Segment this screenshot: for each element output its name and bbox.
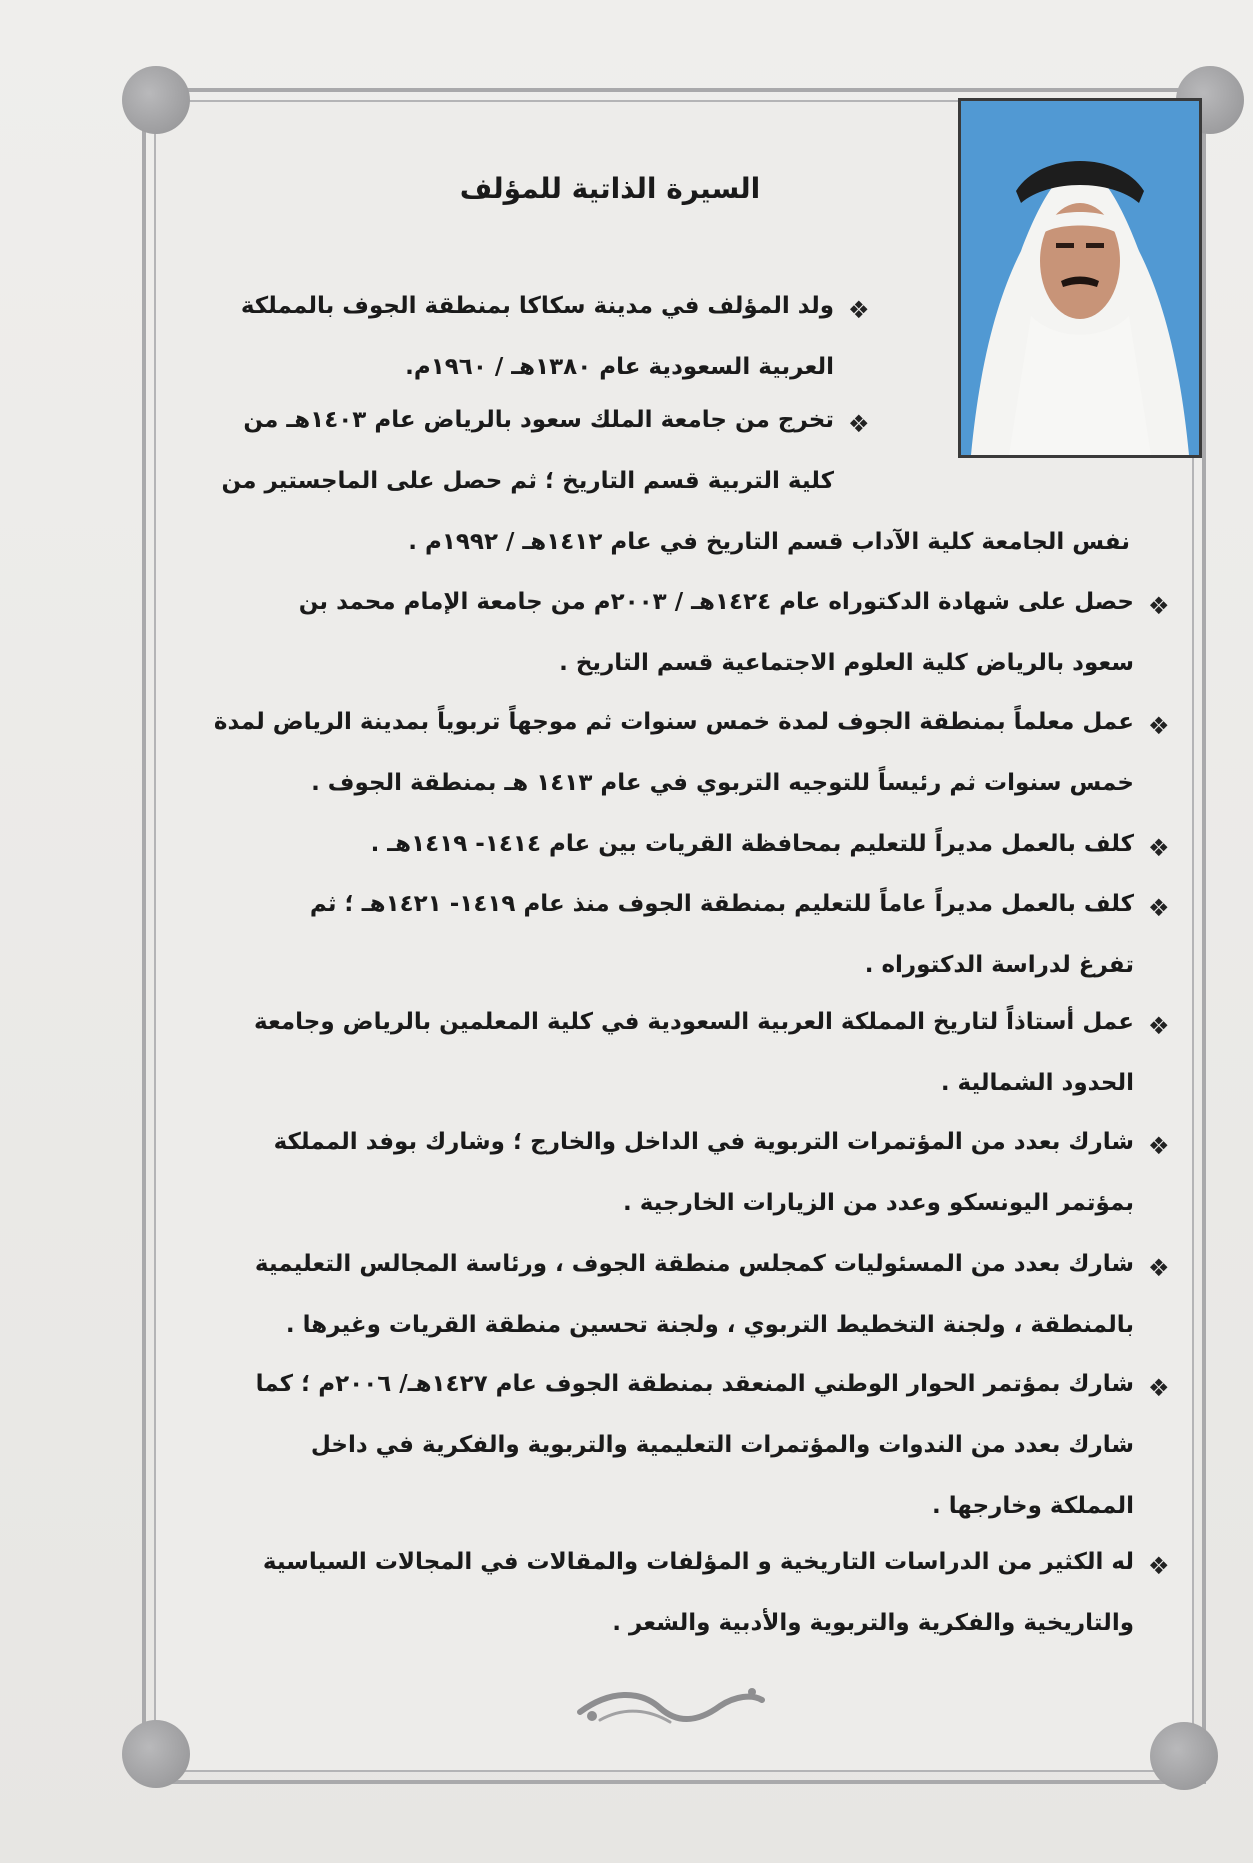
bio-item-6 bbox=[160, 874, 1134, 996]
bio-line: تخرج من جامعة الملك سعود بالرياض عام ١٤٠٣هـ من bbox=[243, 407, 834, 433]
bio-line: عمل معلماً بمنطقة الجوف لمدة خمس سنوات ثم موجهاً تربوياً بمدينة الرياض لمدة bbox=[213, 709, 1134, 735]
bullet-icon: ❖ bbox=[848, 410, 870, 438]
bullet-icon: ❖ bbox=[1148, 1374, 1170, 1402]
bio-line: شارك بعدد من المسئوليات كمجلس منطقة الجوف ، ورئاسة المجالس التعليمية bbox=[254, 1251, 1134, 1277]
bio-line: المملكة وخارجها . bbox=[932, 1493, 1134, 1519]
bio-line: شارك بمؤتمر الحوار الوطني المنعقد بمنطقة الجوف عام ١٤٢٧هـ/ ٢٠٠٦م ؛ كما bbox=[255, 1371, 1134, 1397]
bio-item-7 bbox=[160, 992, 1134, 1114]
bullet-icon: ❖ bbox=[1148, 834, 1170, 862]
bio-line: بمؤتمر اليونسكو وعدد من الزيارات الخارجية . bbox=[622, 1190, 1134, 1216]
bio-line: خمس سنوات ثم رئيساً للتوجيه التربوي في عام ١٤١٣ هـ بمنطقة الجوف . bbox=[311, 770, 1134, 796]
bio-item-1 bbox=[160, 276, 834, 398]
bio-line: عمل أستاذاً لتاريخ المملكة العربية السعودية في كلية المعلمين بالرياض وجامعة bbox=[254, 1009, 1134, 1035]
corner-ornament-bottom-right bbox=[1150, 1722, 1218, 1790]
bio-item-9 bbox=[160, 1234, 1134, 1356]
bio-item-8 bbox=[160, 1112, 1134, 1234]
bio-item-4 bbox=[160, 692, 1134, 814]
bullet-icon: ❖ bbox=[1148, 712, 1170, 740]
bullet-icon: ❖ bbox=[1148, 1012, 1170, 1040]
bio-item-2-continuation: نفس الجامعة كلية الآداب قسم التاريخ في عام ١٤١٢هـ / ١٩٩٢م . bbox=[408, 529, 1130, 555]
bio-line: كلف بالعمل مديراً عاماً للتعليم بمنطقة الجوف منذ عام ١٤١٩- ١٤٢١هـ ؛ ثم bbox=[309, 891, 1134, 917]
bio-item-5 bbox=[160, 814, 1134, 875]
bio-line: ولد المؤلف في مدينة سكاكا بمنطقة الجوف بالمملكة bbox=[240, 293, 834, 319]
bio-line: كلية التربية قسم التاريخ ؛ ثم حصل على الماجستير من bbox=[221, 468, 834, 494]
bio-line: الحدود الشمالية . bbox=[940, 1070, 1134, 1096]
bullet-icon: ❖ bbox=[1148, 1132, 1170, 1160]
bio-line: تفرغ لدراسة الدكتوراه . bbox=[864, 952, 1134, 978]
bio-line: كلف بالعمل مديراً للتعليم بمحافظة القريات بين عام ١٤١٤- ١٤١٩هـ . bbox=[370, 831, 1134, 857]
bio-line: حصل على شهادة الدكتوراه عام ١٤٢٤هـ / ٢٠٠٣م من جامعة الإمام محمد بن bbox=[298, 589, 1134, 615]
bullet-icon: ❖ bbox=[1148, 592, 1170, 620]
bio-item-3 bbox=[160, 572, 1134, 694]
bullet-icon: ❖ bbox=[1148, 1552, 1170, 1580]
corner-ornament-top-left bbox=[122, 66, 190, 134]
bio-line: العربية السعودية عام ١٣٨٠هـ / ١٩٦٠م. bbox=[405, 354, 834, 380]
bio-line: سعود بالرياض كلية العلوم الاجتماعية قسم التاريخ . bbox=[559, 650, 1134, 676]
bullet-icon: ❖ bbox=[848, 296, 870, 324]
bio-line: بالمنطقة ، ولجنة التخطيط التربوي ، ولجنة تحسين منطقة القريات وغيرها . bbox=[285, 1312, 1134, 1338]
decorative-flourish bbox=[570, 1670, 770, 1740]
author-portrait bbox=[958, 98, 1202, 458]
bullet-icon: ❖ bbox=[1148, 1254, 1170, 1282]
bio-item-2 bbox=[160, 390, 834, 512]
bio-line: والتاريخية والفكرية والتربوية والأدبية والشعر . bbox=[612, 1610, 1134, 1636]
page-title: السيرة الذاتية للمؤلف bbox=[459, 172, 761, 205]
bio-item-11 bbox=[160, 1532, 1134, 1654]
bio-line: شارك بعدد من الندوات والمؤتمرات التعليمية والتربوية والفكرية في داخل bbox=[310, 1432, 1134, 1458]
bio-line: شارك بعدد من المؤتمرات التربوية في الداخل والخارج ؛ وشارك بوفد المملكة bbox=[273, 1129, 1134, 1155]
corner-ornament-bottom-left bbox=[122, 1720, 190, 1788]
bio-item-10 bbox=[160, 1354, 1134, 1537]
bio-line: له الكثير من الدراسات التاريخية و المؤلفات والمقالات في المجالات السياسية bbox=[262, 1549, 1134, 1575]
bullet-icon: ❖ bbox=[1148, 894, 1170, 922]
